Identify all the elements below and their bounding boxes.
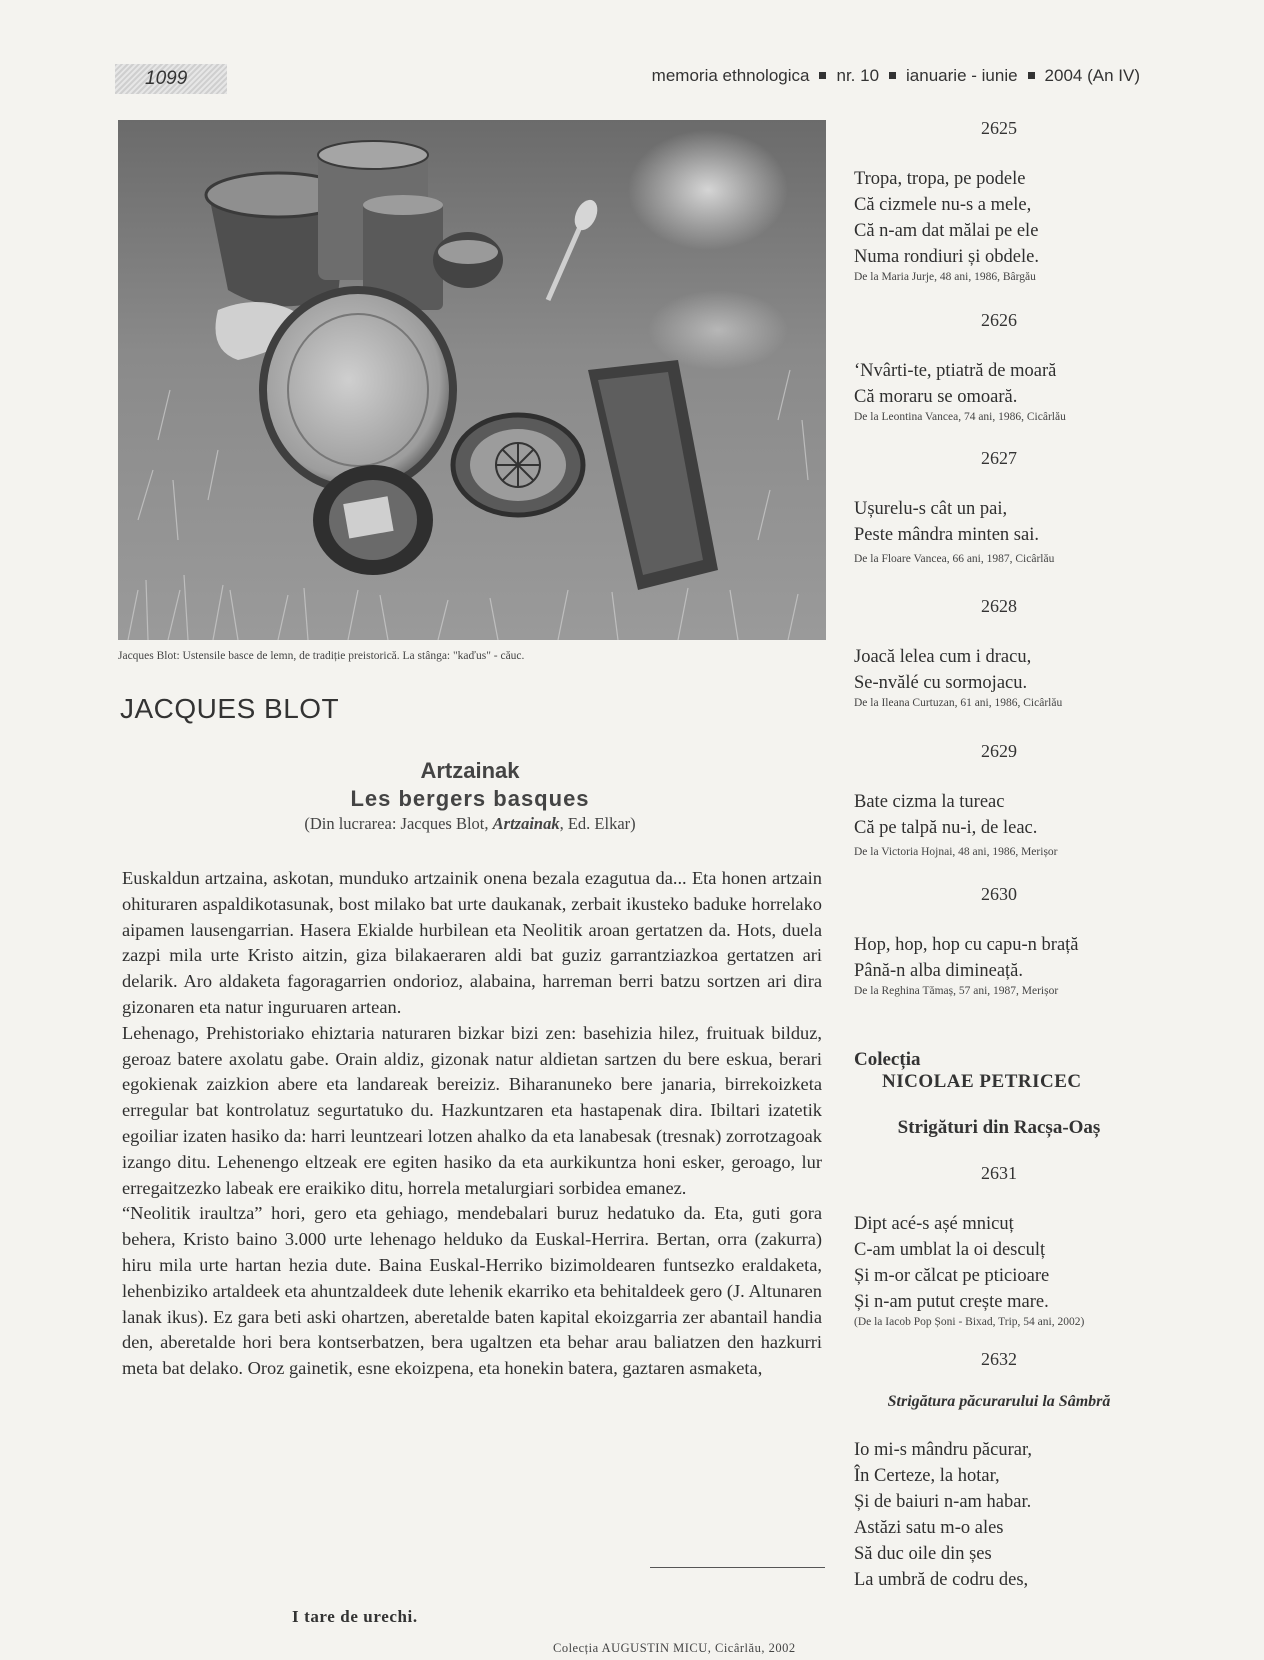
verse-line: Bate cizma la tureac — [854, 792, 1005, 812]
article-paragraph: “Neolitik iraultza” hori, gero eta gehiago, mendebalari buruz hedatuko da. Eta, guti gora behera, Kristo baino 3.000 urte lehenago helduko da Euskal-Herrira. Bertan, orra (zakurra) hiru mila urte hartan hezia dute. Baina Euskal-Herriko bizimoldearen funtsezko eraldaketa, lehenbiziko artaldeek eta ahuntzaldeek dute lehenik ekarriko eta behitaldeek gero (J. Altunaren lanak ikus). Ez gara beti aski ohartzen, aberetalde baten kapital ekoizgarria zer abantail handia den, aberetalde hori bera kontserbatzen, bera ugaltzen eta behar arau baliatzen den hazkurri meta bat delako. Oroz gainetik, esne ekoizpena, eta honekin batera, gaztaren asmaketa, — [122, 1203, 822, 1379]
poem-2631 — [854, 1163, 1144, 1328]
poem-source: De la Maria Jurje, 48 ani, 1986, Bârgău — [854, 271, 1036, 283]
poem-number: 2625 — [981, 118, 1017, 138]
issue-number: nr. 10 — [836, 66, 880, 85]
verse-line: Să duc oile din șes — [854, 1544, 992, 1564]
poem-2626 — [854, 310, 1144, 448]
poem-verse — [854, 496, 1144, 548]
issue-year: 2004 (An IV) — [1044, 66, 1140, 85]
poem-number: 2629 — [981, 741, 1017, 761]
article-subtitle: Les bergers basques — [350, 786, 590, 811]
article-title: Artzainak — [420, 758, 520, 783]
poem-verse — [854, 1211, 1144, 1315]
verse-line: Joacă lelea cum i dracu, — [854, 647, 1032, 667]
collection-name: NICOLAE PETRICEC — [882, 1071, 1082, 1092]
separator-square-icon — [1028, 72, 1035, 79]
section-title: Strigături din Racșa-Oaș — [897, 1117, 1101, 1138]
source-book-title: Artzainak — [492, 814, 560, 833]
verse-line: C-am umblat la oi desculț — [854, 1240, 1046, 1260]
previous-verse-line: I tare de urechi. — [292, 1607, 418, 1626]
poem-2629 — [854, 741, 1144, 884]
poem-2632 — [854, 1349, 1144, 1593]
verse-line: Io mi-s mândru păcurar, — [854, 1440, 1033, 1460]
source-suffix: , Ed. Elkar) — [559, 814, 636, 833]
poem-source: (De la Iacob Pop Șoni - Bixad, Trip, 54 ani, 2002) — [854, 1316, 1085, 1328]
verse-line: Că cizmele nu-s a mele, — [854, 195, 1032, 215]
verse-line: Hop, hop, hop cu capu-n brață — [854, 935, 1079, 955]
separator-square-icon — [889, 72, 896, 79]
poem-2630 — [854, 884, 1144, 1049]
poem-number: 2630 — [981, 884, 1017, 904]
poem-source: De la Leontina Vancea, 74 ani, 1986, Cicârlău — [854, 411, 1066, 423]
article-author: JACQUES BLOT — [120, 693, 340, 724]
poem-verse — [854, 358, 1144, 410]
poem-number: 2627 — [981, 448, 1017, 468]
verse-line: La umbră de codru des, — [854, 1570, 1029, 1590]
separator-square-icon — [819, 72, 826, 79]
verse-line: ‘Nvârti-te, ptiatră de moară — [854, 361, 1057, 381]
poem-verse — [854, 166, 1144, 270]
source-prefix: (Din lucrarea: Jacques Blot, — [304, 814, 493, 833]
poem-verse — [854, 789, 1144, 841]
verse-line: Și m-or călcat pe pticioare — [854, 1266, 1050, 1286]
verse-line: Că n-am dat mălai pe ele — [854, 221, 1039, 241]
article-body — [122, 866, 822, 1382]
poem-verse — [854, 644, 1144, 696]
poem-number: 2626 — [981, 310, 1017, 330]
verse-line: Tropa, tropa, pe podele — [854, 169, 1026, 189]
poem-2625 — [854, 118, 1144, 290]
poem-number: 2631 — [981, 1163, 1017, 1183]
poem-number: 2632 — [981, 1349, 1017, 1369]
article-paragraph: Euskaldun artzaina, askotan, munduko artzainik onena bezala ezagutua da... Eta honen artzain ohituraren aspaldikotasunak, bost milako bat urte daukanak, zerbait ikusteko baduke horrelako aipamen lausengarrian. Hasera Ekialde hurbilean eta Neolitik aroan gertatzen da. Hots, duela zazpi mila urte Kristo aitzin, giza bilakaeraren aldi bat guziz garrantziazkoa gertatzen ari delarik. Aro aldaketa fagoragarrien ondorioz, alabaina, harreman berri batzu sortzen ari dira gizonaren eta natur inguruaren artean. — [122, 868, 822, 1017]
article-paragraph: Lehenago, Prehistoriako ehiztaria naturaren bizkar bizi zen: basehizia hilez, fruituak bilduz, geroaz batere axolatu gabe. Orain aldiz, gizonak natur aldietan sartzen du bere eskua, berari egokienak zaizkion abere eta landareak bereiziz. Biharanuneko bere janaria, birrekoizketa erregular bat kontrolatuz segurtatuko du. Hazkuntzaren eta hastapenak dira. Ibiltari izatetik egoiliar izaten hasiko da: harri leuntzeari lotzen ahalko da eta lanabesak (tresnak) zorrotzagoak izango ditu. Lehenengo eltzeak ere egiten hasiko da eta aurkikuntza honi esker, geroago, lur erregaitzezko labeak ere eraikiko ditu, horrela metalurgiari sorbidea emanez. — [122, 1022, 822, 1198]
poems-column — [854, 118, 1144, 1593]
verse-line: Până-n alba dimineață. — [854, 961, 1024, 981]
collection-label: Colecția — [854, 1049, 921, 1070]
verse-line: Că moraru se omoară. — [854, 387, 1018, 407]
divider-line — [650, 1567, 825, 1568]
verse-line: În Certeze, la hotar, — [854, 1466, 1000, 1486]
photo-caption: Jacques Blot: Ustensile basce de lemn, de tradiție preistorică. La stânga: "kaďus" - căuc. — [118, 650, 525, 662]
poem-source: De la Victoria Hojnai, 48 ani, 1986, Merișor — [854, 846, 1058, 858]
verse-line: Dipt acé-s așé mnicuț — [854, 1214, 1014, 1234]
verse-line: Se-nvălé cu sormojacu. — [854, 673, 1028, 693]
collection-credit: Colecția AUGUSTIN MICU, Cicârlău, 2002 — [553, 1641, 796, 1655]
article-title-block — [118, 758, 822, 834]
poem-verse — [854, 1437, 1144, 1593]
poem-verse — [854, 932, 1144, 984]
verse-line: Că pe talpă nu-i, de leac. — [854, 818, 1038, 838]
poem-2628 — [854, 596, 1144, 741]
poem-source: De la Ileana Curtuzan, 61 ani, 1986, Cicârlău — [854, 697, 1063, 709]
page-header — [115, 64, 1140, 96]
article-source — [118, 814, 822, 834]
page-number: 1099 — [115, 64, 227, 94]
poem-2627 — [854, 448, 1144, 596]
verse-line: Peste mândra minten sai. — [854, 525, 1039, 545]
wooden-utensils-photo — [118, 120, 826, 640]
journal-name: memoria ethnologica — [651, 66, 810, 85]
verse-line: Numa rondiuri și obdele. — [854, 247, 1039, 267]
poem-source: De la Floare Vancea, 66 ani, 1987, Cicârlău — [854, 553, 1055, 565]
verse-line: Ușurelu-s cât un pai, — [854, 499, 1008, 519]
verse-line: Și n-am putut crește mare. — [854, 1292, 1049, 1312]
verse-line: Astăzi satu m-o ales — [854, 1518, 1004, 1538]
poem-number: 2628 — [981, 596, 1017, 616]
verse-line: Și de baiuri n-am habar. — [854, 1492, 1032, 1512]
poem-source: De la Reghina Tămaș, 57 ani, 1987, Merișor — [854, 985, 1059, 997]
journal-info — [652, 66, 1140, 86]
poem-subtitle: Strigătura păcurarului la Sâmbră — [887, 1393, 1111, 1410]
issue-period: ianuarie - iunie — [906, 66, 1018, 85]
